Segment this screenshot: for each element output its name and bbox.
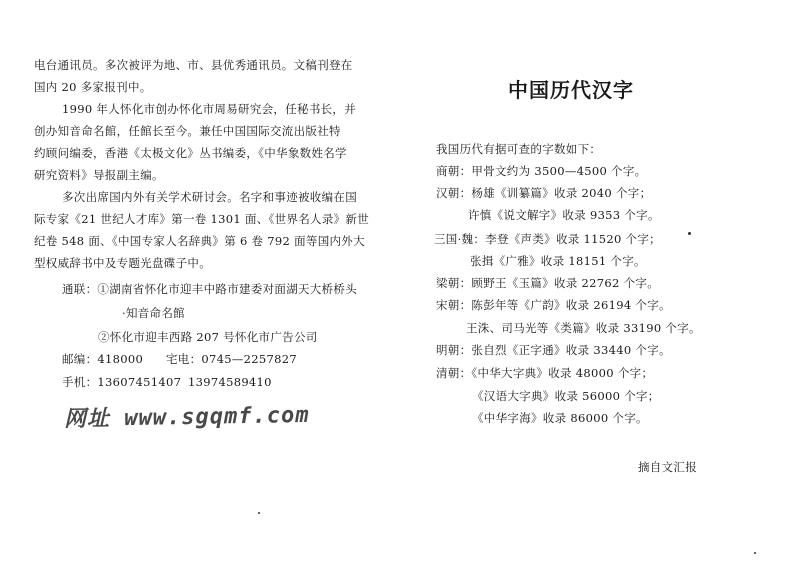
text-line: 许慎《说文解字》收录 9353 个字。	[468, 208, 660, 222]
text-line: 梁朝：顾野王《玉篇》收录 22762 个字。	[436, 276, 659, 290]
mobile-phone: 手机：13607451407	[62, 375, 182, 389]
contact-address-name: ·知音命名館	[122, 306, 185, 320]
right-page	[400, 0, 793, 563]
text-line: 约顾问编委，香港《太极文化》丛书编委，《中华象数姓名学	[34, 146, 347, 160]
scan-speck	[258, 512, 260, 514]
scan-speck	[754, 552, 756, 554]
text-line: 清朝：《中华大字典》收录 48000 个字；	[436, 366, 654, 380]
website-watermark: 网址 www.sgqmf.com	[63, 402, 310, 433]
page-title: 中国历代汉字	[508, 78, 634, 102]
contact-address-2: ②怀化市迎丰西路 207 号怀化市广告公司	[98, 330, 318, 344]
text-line: 研究资料》导报副主编。	[34, 168, 164, 182]
scan-speck	[688, 232, 691, 235]
home-phone: 宅电：0745—2257827	[166, 352, 297, 366]
text-line: 创办知音命名館，任館长至今。兼任中国国际交流出版社特	[34, 124, 341, 138]
text-line: 《中华字海》收录 86000 个字。	[472, 411, 648, 425]
postcode: 邮编：418000	[62, 352, 144, 366]
text-line: 我国历代有据可查的字数如下：	[436, 142, 602, 156]
text-line: 多次出席国内外有关学术研讨会。名字和事迹被收编在国	[62, 190, 357, 204]
text-line: 张揖《广雅》收录 18151 个字。	[470, 254, 646, 268]
text-line: 《汉语大字典》收录 56000 个字；	[472, 389, 660, 403]
text-line: 汉朝：杨雄《训纂篇》收录 2040 个字；	[436, 186, 652, 200]
text-line: 纪卷 548 面、《中国专家人名辞典》第 6 卷 792 面等国内外大	[34, 234, 365, 248]
text-line: 电台通讯员。多次被评为地、市、县优秀通讯员。文稿刊登在	[34, 58, 353, 72]
text-line: 国内 20 多家报刊中。	[34, 80, 152, 94]
text-line: 王洙、司马光等《类篇》收录 33190 个字。	[466, 321, 701, 335]
mobile-phone-2: 13974589410	[188, 375, 272, 389]
text-line: 宋朝：陈彭年等《广韵》收录 26194 个字。	[436, 298, 671, 312]
text-line: 三国·魏：李登《声类》收录 11520 个字；	[434, 232, 661, 246]
source-attribution: 摘自文汇报	[638, 460, 697, 474]
text-line: 型权威辞书中及专题光盘碟子中。	[34, 256, 211, 270]
text-line: 际专家《21 世纪人才库》第一卷 1301 面、《世界名人录》新世	[34, 212, 370, 226]
text-line: 商朝：甲骨文约为 3500—4500 个字。	[436, 164, 647, 178]
text-line: 明朝：张自烈《正字通》收录 33440 个字。	[436, 343, 671, 357]
contact-address: 通联：①湖南省怀化市迎丰中路市建委对面湖天大桥桥头	[62, 282, 357, 296]
text-line: 1990 年人怀化市创办怀化市周易研究会，任秘书长，并	[62, 102, 357, 116]
